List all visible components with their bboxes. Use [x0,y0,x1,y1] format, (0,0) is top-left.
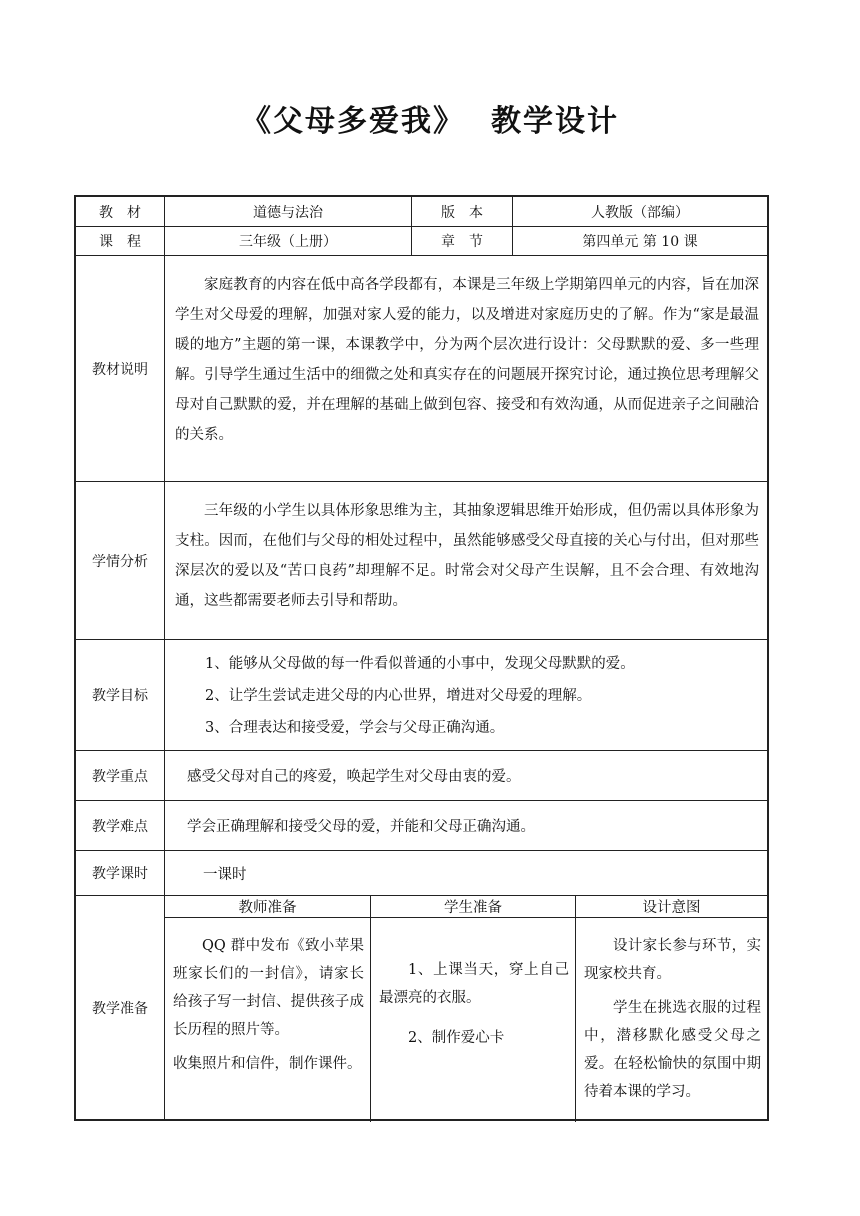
goal-item: 2、让学生尝试走进父母的内心世界，增进对父母爱的理解。 [205,688,592,704]
design-intent-text: 学生在挑选衣服的过程中，潜移默化感受父母之爱。在轻松愉快的氛围中期待着本课的学习。 [584,1000,761,1100]
course-value: 三年级（上册） [165,227,412,255]
goal-item: 3、合理表达和接受爱，学会与父母正确沟通。 [205,720,505,736]
edition-value: 人教版（部编） [591,204,689,221]
hours-text: 一课时 [203,866,247,883]
goal-item: 1、能够从父母做的每一件看似普通的小事中，发现父母默默的爱。 [205,656,635,672]
teacher-prep-text: QQ 群中发布《致小苹果班家长们的一封信》，请家长给孩子写一封信、提供孩子成长历程的照片等。 [173,938,364,1038]
goals-row [76,639,767,750]
material-row [76,255,767,481]
key-point-label: 教学重点 [76,751,165,800]
goals-list [165,640,767,750]
student-prep-text: 1、上课当天，穿上自己最漂亮的衣服。 [379,962,569,1006]
student-prep-text: 2、制作爱心卡 [408,1030,505,1046]
teacher-prep-header: 教师准备 [165,896,371,917]
teacher-prep-cell [165,918,371,1122]
difficulty-label: 教学难点 [76,801,165,850]
student-prep-cell [371,918,576,1122]
textbook-value: 道德与法治 [165,197,412,226]
material-label: 教材说明 [76,256,165,481]
analysis-row [76,481,767,639]
analysis-text: 三年级的小学生以具体形象思维为主，其抽象逻辑思维开始形成，但仍需以具体形象为支柱。因而，在他们与父母的相处过程中，虽然能够感受父母直接的关心与付出，但对那些深层次的爱以及“苦口良药”却理解不足。时常会对父母产生误解，且不会合理、有效地沟通，这些都需要老师去引导和帮助。 [175,503,759,609]
student-prep-header: 学生准备 [371,896,576,917]
chapter-value: 第四单元 第 10 课 [582,234,698,250]
difficulty-text: 学会正确理解和接受父母的爱，并能和父母正确沟通。 [187,819,535,835]
teacher-prep-text: 收集照片和信件，制作课件。 [173,1056,362,1072]
course-label: 课 程 [76,227,165,255]
hours-row [76,850,767,895]
design-intent-cell [576,918,767,1122]
info-row-course [76,226,767,255]
preparation-header [165,896,767,918]
info-row-textbook [76,197,767,226]
design-intent-text: 设计家长参与环节，实现家校共育。 [584,938,761,982]
hours-label: 教学课时 [76,851,165,895]
document-title [0,96,860,140]
design-intent-header: 设计意图 [642,900,701,916]
key-point-row [76,750,767,800]
preparation-label: 教学准备 [76,896,165,1119]
title-main: 《父母多爱我》 [241,104,465,139]
title-suffix: 教学设计 [491,104,619,139]
chapter-label: 章 节 [412,227,513,255]
material-text: 家庭教育的内容在低中高各学段都有，本课是三年级上学期第四单元的内容，旨在加深学生对父母爱的理解，加强对家人爱的能力，以及增进对家庭历史的了解。作为“家是最温暖的地方”主题的第一课，本课教学中，分为两个层次进行设计：父母默默的爱、多一些理解。引导学生通过生活中的细微之处和真实存在的问题展开探究讨论，通过换位思考理解父母对自己默默的爱，并在理解的基础上做到包容、接受和有效沟通，从而促进亲子之间融洽的关系。 [175,277,759,443]
analysis-label: 学情分析 [76,482,165,639]
lesson-plan-table [74,195,769,1121]
key-point-text: 感受父母对自己的疼爱，唤起学生对父母由衷的爱。 [187,769,521,785]
preparation-row [76,895,767,1119]
goals-label: 教学目标 [76,640,165,750]
preparation-grid [165,896,767,1119]
textbook-label: 教 材 [76,197,165,226]
difficulty-row [76,800,767,850]
preparation-body [165,918,767,1122]
edition-label: 版 本 [412,197,513,226]
